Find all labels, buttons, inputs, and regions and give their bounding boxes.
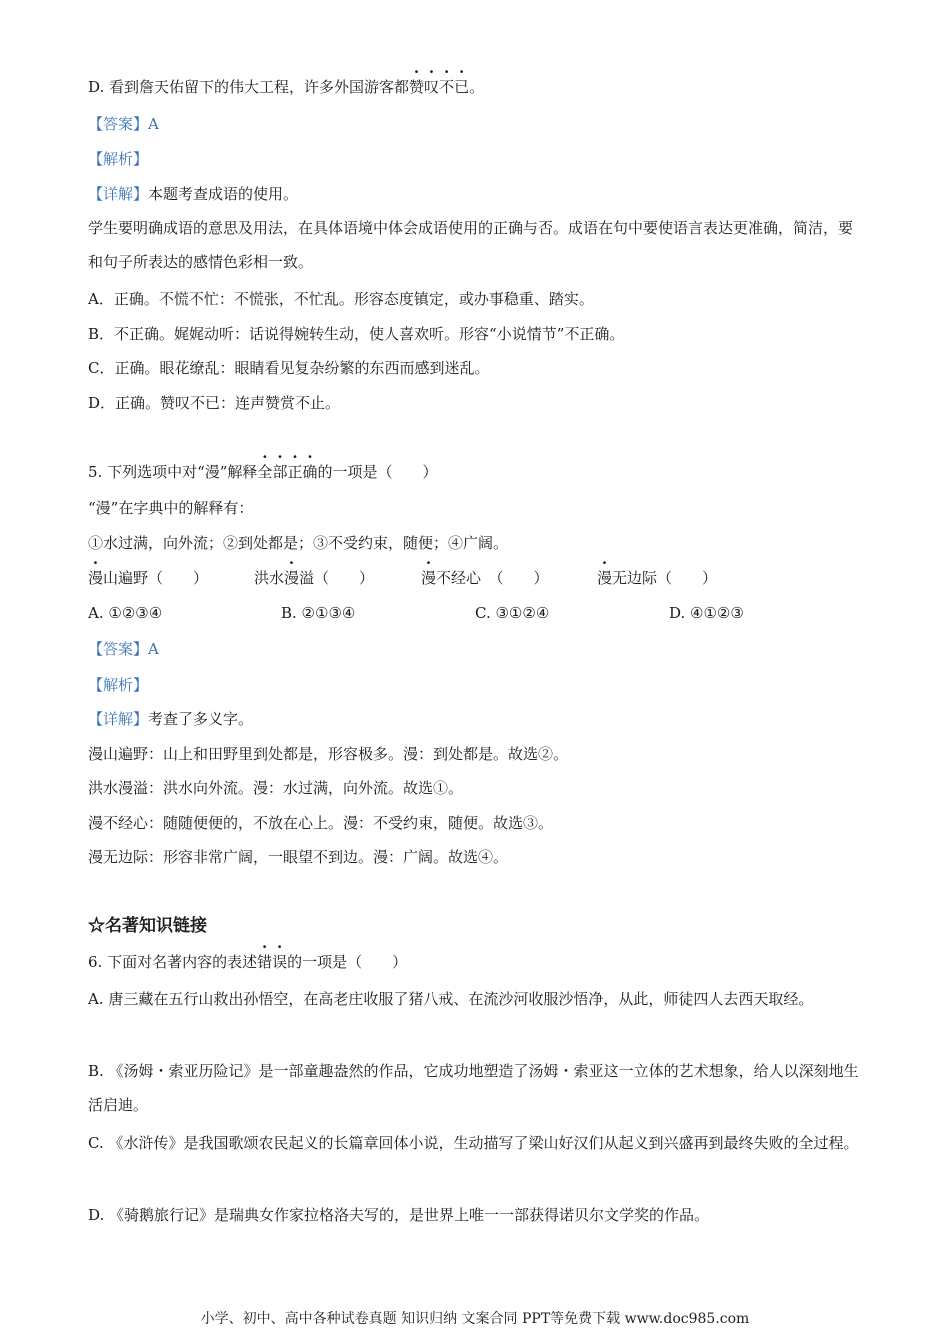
q5-meanings: ①水过满，向外流；②到处都是；③不受约束，随便；④广阔。 xyxy=(88,534,509,552)
emphasis-char: 漫 xyxy=(284,569,300,587)
q5-analysis-tag: 【解析】 xyxy=(88,676,149,694)
q4-detail: 【详解】本题考查成语的使用。 xyxy=(88,185,299,203)
q5-stem: 5. 下列选项中对“漫”解释全部正确的一项是（ ） xyxy=(88,463,438,481)
q5-detail: 【详解】考查了多义字。 xyxy=(88,710,254,728)
emphasis-char: 正 xyxy=(287,463,303,481)
q4-option-d: D. 看到詹天佑留下的伟大工程，许多外国游客都赞叹不已。 xyxy=(88,78,485,96)
q5-idiom-2: 洪水漫溢（ ） xyxy=(254,569,375,587)
q4-explanation-a: A．正确。不慌不忙：不慌张，不忙乱。形容态度镇定，或办事稳重、踏实。 xyxy=(88,290,594,308)
emphasis-char: 部 xyxy=(272,463,288,481)
q4-explanation-d: D．正确。赞叹不已：连声赞赏不止。 xyxy=(88,394,341,412)
q6-option-d: D. 《骑鹅旅行记》是瑞典女作家拉格洛夫写的，是世界上唯一一部获得诺贝尔文学奖的作品。 xyxy=(88,1206,710,1224)
q5-option-a: A. ①②③④ xyxy=(88,604,163,622)
q6-option-c: C. 《水浒传》是我国歌颂农民起义的长篇章回体小说，生动描写了梁山好汉们从起义到兴盛再到最终失败的全过程。 xyxy=(88,1134,859,1152)
emphasis-char: 已 xyxy=(454,78,470,96)
q5-explanation-4: 漫无边际：形容非常广阔，一眼望不到边。漫：广阔。故选④。 xyxy=(88,848,509,866)
q5-dictionary-intro: “漫”在字典中的解释有： xyxy=(88,499,254,517)
q5-explanation-3: 漫不经心：随随便便的，不放在心上。漫：不受约束，随便。故选③。 xyxy=(88,814,554,832)
q4-analysis-tag: 【解析】 xyxy=(88,150,149,168)
q6-option-a: A. 唐三藏在五行山救出孙悟空，在高老庄收服了猪八戒、在流沙河收服沙悟净，从此，师徒四人去西天取经。 xyxy=(88,990,814,1008)
q5-idiom-3: 漫不经心 （ ） xyxy=(421,569,549,587)
emphasis-char: 漫 xyxy=(597,569,613,587)
emphasis-char: 赞 xyxy=(409,78,425,96)
emphasis-char: 漫 xyxy=(88,569,104,587)
emphasis-char: 不 xyxy=(439,78,455,96)
q6-stem: 6. 下面对名著内容的表述错误的一项是（ ） xyxy=(88,953,408,971)
q5-answer: 【答案】A xyxy=(88,640,159,658)
emphasis-char: 确 xyxy=(302,463,318,481)
q5-idiom-1: 漫山遍野（ ） xyxy=(88,569,209,587)
emphasis-char: 叹 xyxy=(424,78,440,96)
q5-option-d: D. ④①②③ xyxy=(669,604,744,622)
q5-explanation-2: 洪水漫溢：洪水向外流。漫：水过满，向外流。故选①。 xyxy=(88,779,464,797)
q4-explanation-b: B．不正确。娓娓动听：话说得婉转生动，使人喜欢听。形容“小说情节”不正确。 xyxy=(88,325,625,343)
emphasis-char: 全 xyxy=(257,463,273,481)
q4-explanation-c: C．正确。眼花缭乱：眼睛看见复杂纷繁的东西而感到迷乱。 xyxy=(88,359,490,377)
q5-option-c: C. ③①②④ xyxy=(475,604,550,622)
q4-explanation-paragraph: 学生要明确成语的意思及用法，在具体语境中体会成语使用的正确与否。成语在句中要使语言表达更准确，简洁，要和句子所表达的感情色彩相一致。 xyxy=(88,219,854,271)
q5-explanation-1: 漫山遍野：山上和田野里到处都是，形容极多。漫：到处都是。故选②。 xyxy=(88,745,569,763)
emphasis-char: 误 xyxy=(272,953,288,971)
section-heading: ☆名著知识链接 xyxy=(88,916,207,936)
q5-idiom-4: 漫无边际（ ） xyxy=(597,569,718,587)
q5-option-b: B. ②①③④ xyxy=(281,604,356,622)
q4-answer: 【答案】A xyxy=(88,115,159,133)
q6-option-b: B. 《汤姆・索亚历险记》是一部童趣盎然的作品，它成功地塑造了汤姆・索亚这一立体的艺术想象，给人以深刻地生活启迪。 xyxy=(88,1062,859,1114)
page-footer: 小学、初中、高中各种试卷真题 知识归纳 文案合同 PPT等免费下载 www.doc985.com xyxy=(200,1311,750,1327)
emphasis-char: 错 xyxy=(257,953,273,971)
emphasis-char: 漫 xyxy=(421,569,437,587)
